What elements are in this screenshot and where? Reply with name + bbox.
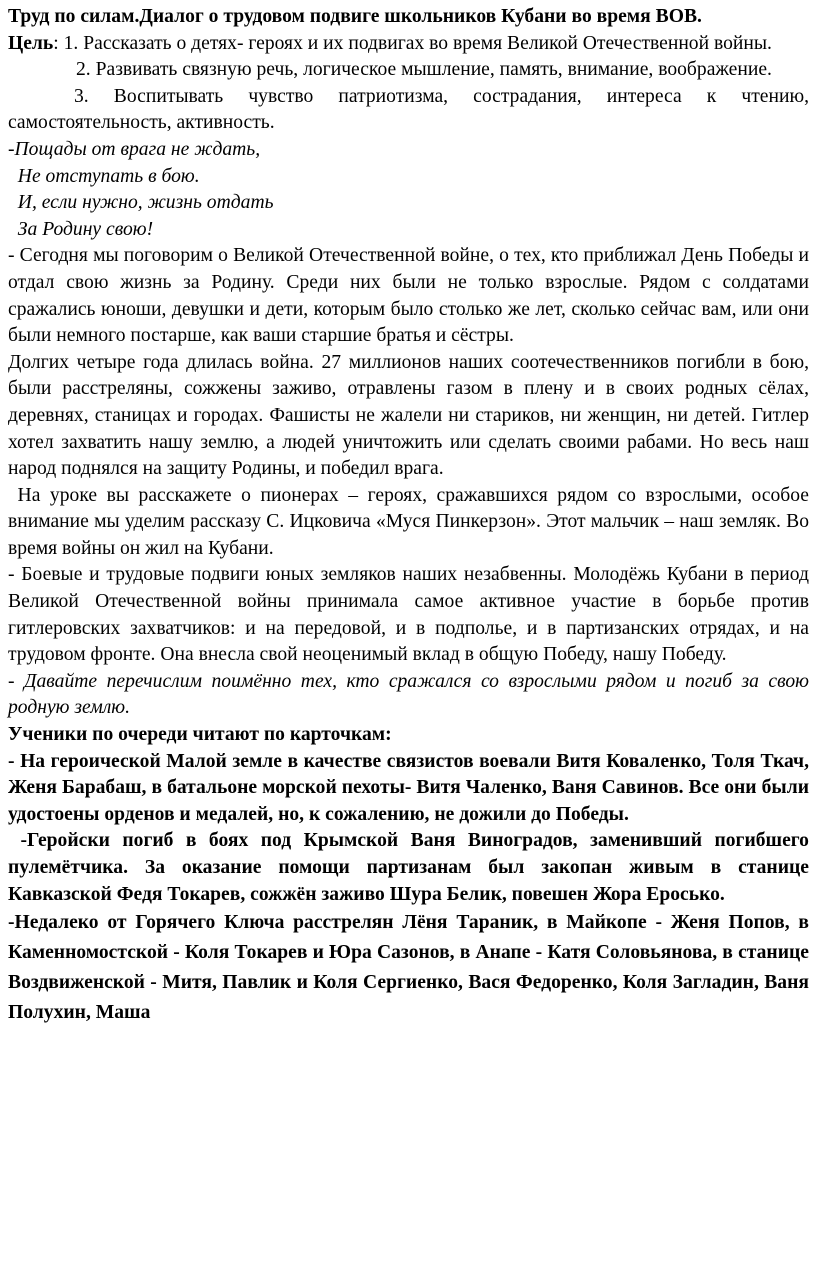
- document-title: Труд по силам.Диалог о трудовом подвиге школьников Кубани во время ВОВ.: [8, 6, 702, 27]
- poem-line: За Родину свою!: [8, 218, 154, 240]
- cards-section: [8, 722, 814, 908]
- poem-line: И, если нужно, жизнь отдать: [8, 192, 274, 214]
- card-text: -Геройски погиб в боях под Крымской Ваня Виноградов, заменивший погибшего пулемётчика. За оказание помощи партизанам был закопан живым в станице Кавказской Федя Токарев, сожжён заживо Шура Белик, повешен Жора Еросько.: [8, 830, 814, 905]
- italic-prompt-dash: -: [8, 670, 25, 692]
- cards-heading: Ученики по очереди читают по карточкам:: [8, 724, 392, 746]
- paragraph-lesson: На уроке вы расскажете о пионерах – героях, сражавшихся рядом со взрослыми, особое внимание мы уделим рассказу С. Ицковича «Муся Пинкерзон». Этот мальчик – наш земляк. Во время войны он жил на Кубани.: [8, 484, 814, 559]
- paragraph-war: Долгих четыре года длилась война. 27 миллионов наших соотечественников погибли в бою, были расстреляны, сожжены заживо, отравлены газом в плену и в своих родных сёлах, деревнях, станицах и городах. Фашисты не жалели ни стариков, ни женщин, ни детей. Гитлер хотел захватить нашу землю, а людей уничтожить или сделать своими рабами. Но весь наш народ поднялся на защиту Родины, и победил врага.: [8, 351, 809, 480]
- italic-prompt: Давайте перечислим поимённо тех, кто сражался со взрослыми рядом и погиб за свою родную землю.: [8, 670, 809, 719]
- goal-item-2: 2. Развивать связную речь, логическое мышление, память, внимание, воображение.: [76, 59, 772, 81]
- goal-item-1: [8, 31, 809, 58]
- card-text: -Недалеко от Горячего Ключа расстрелян Лёня Тараник, в Майкопе - Женя Попов, в Каменномостской - Коля Токарев и Юра Сазонов, в Анапе - Катя Соловьянова, в станице Воздвиженской - Митя, Павлик и Коля Сергиенко, Вася Федоренко, Коля Загладин, Ваня Полухин, Маша: [8, 912, 809, 1024]
- italic-prompt-paragraph: [8, 669, 809, 722]
- goal-label: Цель: [8, 32, 54, 54]
- poem-line: -Пощады от врага не ждать,: [8, 138, 261, 160]
- paragraph-youth: - Боевые и трудовые подвиги юных земляков наших незабвенны. Молодёжь Кубани в период Великой Отечественной войны принимала самое активное участие в борьбе против гитлеровских захватчиков: и на передовой, и в подполье, и в партизанских отрядах, и на трудовом фронте. Она внесла свой неоценимый вклад в общую Победу, нашу Победу.: [8, 564, 809, 666]
- cards-section-last: [8, 908, 809, 1028]
- goal-item-3: 3. Воспитывать чувство патриотизма, сострадания, интереса к чтению, самостоятельность, активность.: [8, 85, 809, 134]
- poem: [8, 137, 809, 243]
- card-text: - На героической Малой земле в качестве связистов воевали Витя Коваленко, Толя Ткач, Женя Барабаш, в батальоне морской пехоты- Витя Чаленко, Ваня Савинов. Все они были удостоены орденов и медалей, но, к сожалению, не дожили до Победы.: [8, 750, 809, 825]
- paragraph-intro: - Сегодня мы поговорим о Великой Отечественной войне, о тех, кто приближал День Победы и отдал свою жизнь за Родину. Среди них были не только взрослые. Рядом с солдатами сражались юноши, девушки и дети, которым было столько же лет, сколько сейчас вам, или они были немного постарше, как ваши старшие братья и сёстры.: [8, 245, 809, 347]
- goal-item-1-text: : 1. Рассказать о детях- героях и их подвигах во время Великой Отечественной войны.: [53, 32, 772, 54]
- poem-line: Не отступать в бою.: [8, 165, 200, 187]
